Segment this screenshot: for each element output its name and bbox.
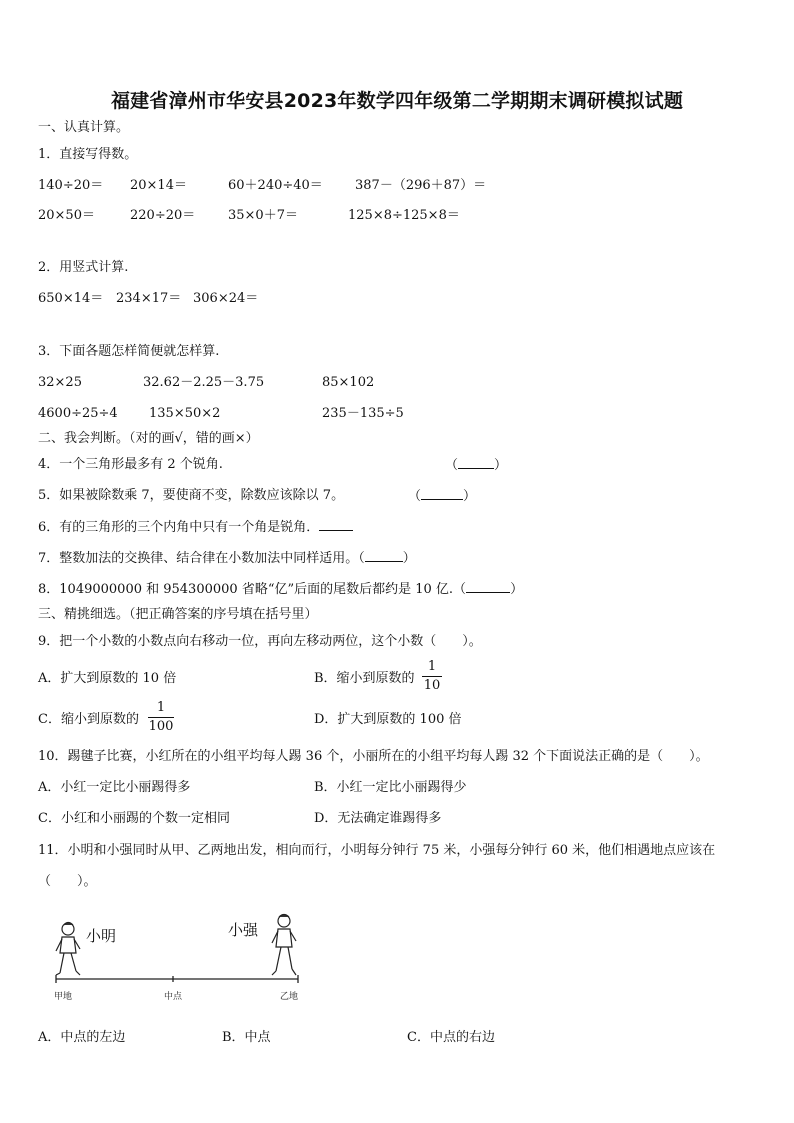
q3-expr: 32.62－2.25－3.75 — [143, 375, 265, 390]
q1-expr: 20×50＝ — [38, 208, 95, 223]
answer-bracket[interactable] — [408, 487, 476, 506]
q1-expr: 387－（296＋87）＝ — [355, 178, 487, 193]
person-left-icon — [56, 923, 80, 976]
answer-blank[interactable] — [365, 549, 403, 562]
q1-expr: 20×14＝ — [130, 178, 187, 193]
answer-blank[interactable] — [421, 487, 463, 500]
fraction-one-tenth — [422, 659, 442, 694]
q11-option-a[interactable]: A．中点的左边 — [38, 1030, 126, 1045]
answer-bracket[interactable] — [445, 456, 507, 475]
section-heading-calculation: 一、认真计算。 — [38, 120, 130, 135]
q9-option-a[interactable]: A．扩大到原数的 10 倍 — [38, 671, 177, 686]
section-heading-choice: 三、精挑细选。（把正确答案的序号填在括号里） — [38, 607, 318, 622]
question-2-label: 2．用竖式计算. — [38, 260, 129, 275]
q10-option-c[interactable]: C．小红和小丽踢的个数一定相同 — [38, 811, 230, 826]
bracket-close: ） — [494, 458, 508, 473]
q10-option-b[interactable]: B．小红一定比小丽踢得少 — [314, 780, 467, 795]
bracket-open: （ — [408, 489, 422, 504]
bracket-open: （ — [445, 458, 459, 473]
fraction-denominator: 10 — [423, 678, 441, 693]
q2-expr: 306×24＝ — [193, 291, 259, 306]
question-11-stem-line2: （ ）。 — [38, 874, 97, 889]
figure-point-jia: 甲地 — [54, 992, 73, 1002]
judgement-text: 7．整数加法的交换律、结合律在小数加法中同样适用。（ — [38, 551, 365, 566]
q2-expr: 650×14＝ — [38, 291, 104, 306]
judgement-text: 4．一个三角形最多有 2 个锐角. — [38, 457, 223, 472]
bracket-close: ） — [402, 551, 416, 566]
q1-expr: 60＋240÷40＝ — [228, 178, 323, 193]
q3-expr: 235－135÷5 — [322, 406, 404, 421]
judgement-item-4 — [38, 456, 223, 474]
bracket-close: ） — [510, 582, 524, 597]
q10-option-a[interactable]: A．小红一定比小丽踢得多 — [38, 780, 191, 795]
q9-option-c[interactable]: C．缩小到原数的 — [38, 712, 139, 727]
section-heading-judgement: 二、我会判断。（对的画√，错的画×） — [38, 431, 259, 446]
figure-label-left-name: 小明 — [86, 927, 117, 945]
fraction-bar — [148, 717, 174, 718]
person-right-icon — [272, 915, 296, 976]
q9-option-d[interactable]: D．扩大到原数的 100 倍 — [314, 712, 462, 727]
q11-option-b[interactable]: B．中点 — [222, 1030, 271, 1045]
q9-option-b[interactable]: B．缩小到原数的 — [314, 671, 415, 686]
judgement-item-7 — [38, 549, 416, 568]
q1-expr: 220÷20＝ — [130, 208, 196, 223]
question-10-stem: 10．踢毽子比赛，小红所在的小组平均每人踢 36 个，小丽所在的小组平均每人踢 32 个下面说法正确的是（ ）。 — [38, 749, 709, 764]
fraction-denominator: 100 — [148, 719, 174, 734]
judgement-item-6 — [38, 518, 353, 537]
page-title: 福建省漳州市华安县2023年数学四年级第二学期期末调研模拟试题 — [110, 90, 684, 112]
question-1-label: 1．直接写得数。 — [38, 147, 138, 162]
q1-expr: 140÷20＝ — [38, 178, 104, 193]
judgement-text: 8．1049000000 和 954300000 省略“亿”后面的尾数后都约是 10 亿.（ — [38, 582, 467, 597]
figure-point-yi: 乙地 — [280, 992, 299, 1002]
q3-expr: 32×25 — [38, 375, 82, 390]
fraction-bar — [422, 676, 442, 677]
q3-expr: 135×50×2 — [149, 406, 221, 421]
question-9-stem: 9．把一个小数的小数点向右移动一位，再向左移动两位，这个小数（ ）。 — [38, 634, 482, 649]
judgement-text: 5．如果被除数乘 7，要使商不变，除数应该除以 7。 — [38, 488, 345, 503]
question-3-label: 3．下面各题怎样简便就怎样算. — [38, 344, 220, 359]
judgement-text: 6．有的三角形的三个内角中只有一个角是锐角． — [38, 520, 320, 535]
figure-label-right-name: 小强 — [228, 921, 259, 939]
fraction-numerator: 1 — [156, 700, 166, 715]
answer-blank[interactable] — [466, 580, 510, 593]
fraction-numerator: 1 — [427, 659, 437, 674]
q11-option-c[interactable]: C．中点的右边 — [407, 1030, 495, 1045]
q1-expr: 125×8÷125×8＝ — [348, 208, 460, 223]
q2-expr: 234×17＝ — [116, 291, 182, 306]
q1-expr: 35×0＋7＝ — [228, 208, 298, 223]
q3-expr: 85×102 — [322, 375, 375, 390]
question-11-stem-line1: 11．小明和小强同时从甲、乙两地出发，相向而行，小明每分钟行 75 米，小强每分钟行 60 米，他们相遇地点应该在 — [38, 843, 716, 858]
judgement-item-5 — [38, 487, 344, 505]
q3-expr: 4600÷25÷4 — [38, 406, 118, 421]
answer-blank[interactable] — [458, 456, 494, 469]
bracket-close: ） — [463, 489, 477, 504]
figure-point-mid: 中点 — [164, 992, 183, 1002]
answer-blank[interactable] — [319, 518, 353, 531]
meeting-point-figure — [40, 905, 320, 1005]
fraction-one-hundredth — [148, 700, 174, 735]
judgement-item-8 — [38, 580, 523, 599]
q10-option-d[interactable]: D．无法确定谁踢得多 — [314, 811, 442, 826]
